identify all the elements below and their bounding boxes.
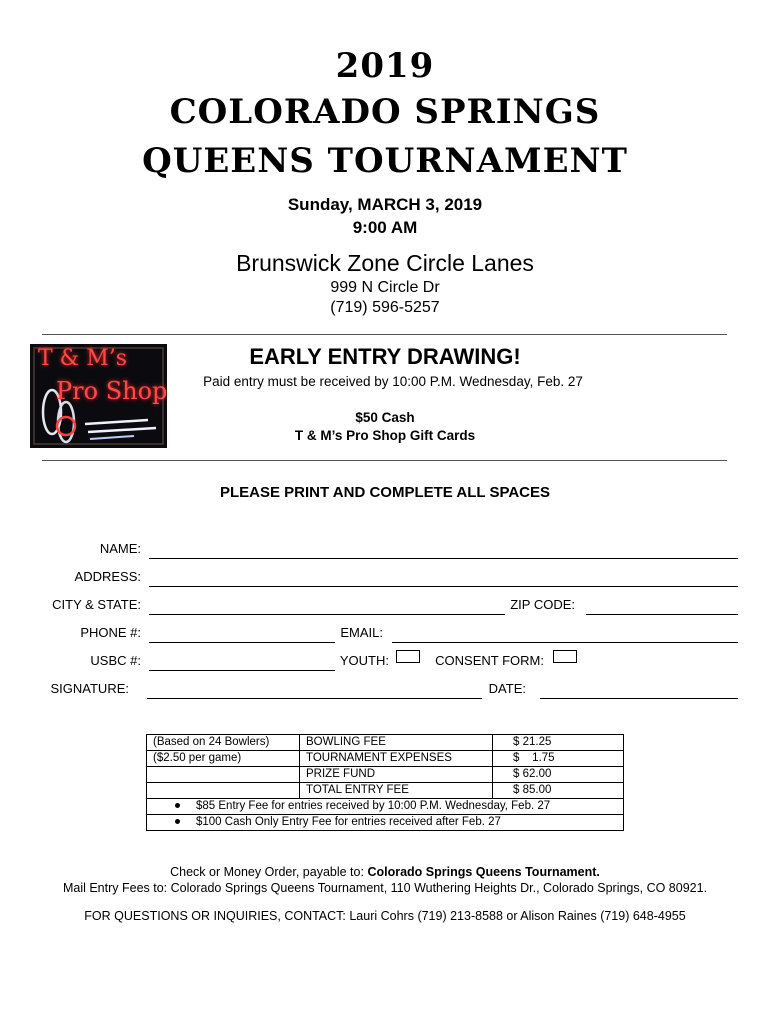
fee-note (147, 767, 300, 783)
usbc-field[interactable] (149, 670, 335, 671)
contact-info: FOR QUESTIONS OR INQUIRIES, CONTACT: Lauri Cohrs (719) 213-8588 or Alison Raines (719) 648-4955 (84, 909, 686, 923)
phone-field[interactable] (149, 642, 335, 643)
logo-text-line1: T & M’s (38, 346, 128, 371)
consent-form-checkbox[interactable] (553, 650, 577, 663)
fee-note: (Based on 24 Bowlers) (147, 735, 300, 751)
divider-bottom (42, 460, 727, 461)
event-date: Sunday, MARCH 3, 2019 (287, 195, 483, 214)
fee-item: PRIZE FUND (300, 767, 493, 783)
venue-name: Brunswick Zone Circle Lanes (236, 250, 534, 276)
fee-amount: $ 21.25 (493, 735, 624, 751)
title-city: COLORADO SPRINGS (169, 92, 601, 132)
address-label: ADDRESS: (74, 569, 141, 584)
city-state-field[interactable] (149, 614, 505, 615)
event-time: 9:00 AM (352, 218, 418, 237)
table-row (147, 735, 624, 751)
fee-table (146, 734, 624, 831)
payment-payee: Colorado Springs Queens Tournament. (367, 865, 600, 879)
fee-bullet (147, 799, 624, 815)
fee-item: BOWLING FEE (300, 735, 493, 751)
zip-code-field[interactable] (586, 614, 738, 615)
table-row (147, 751, 624, 767)
email-label: EMAIL: (340, 625, 383, 640)
usbc-label: USBC #: (90, 653, 141, 668)
divider-top (42, 334, 727, 335)
phone-label: PHONE #: (80, 625, 141, 640)
form-instruction: PLEASE PRINT AND COMPLETE ALL SPACES (219, 484, 551, 501)
date-field[interactable] (540, 698, 738, 699)
signature-field[interactable] (147, 698, 482, 699)
table-row (147, 799, 624, 815)
table-row (147, 767, 624, 783)
venue-address: 999 N Circle Dr (330, 279, 440, 296)
venue-phone: (719) 596-5257 (330, 299, 440, 316)
logo-text-line2: Pro Shop (56, 377, 167, 405)
fee-note (147, 783, 300, 799)
title-year: 2019 (335, 46, 435, 86)
youth-label: YOUTH: (339, 653, 389, 668)
fee-item: TOURNAMENT EXPENSES (300, 751, 493, 767)
prize-cash: $50 Cash (355, 410, 415, 425)
fee-bullet-text: $85 Entry Fee for entries received by 10:00 P.M. Wednesday, Feb. 27 (196, 800, 551, 812)
drawing-heading: EARLY ENTRY DRAWING! (249, 344, 521, 369)
name-field[interactable] (149, 558, 738, 559)
table-row (147, 815, 624, 831)
email-field[interactable] (392, 642, 738, 643)
fee-amount: $ 1.75 (493, 751, 624, 767)
youth-checkbox[interactable] (396, 650, 420, 663)
address-field[interactable] (149, 586, 738, 587)
name-label: NAME: (99, 541, 141, 556)
fee-bullet-text: $100 Cash Only Entry Fee for entries received after Feb. 27 (196, 816, 501, 828)
fee-bullet (147, 815, 624, 831)
fee-amount: $ 85.00 (493, 783, 624, 799)
table-row (147, 783, 624, 799)
bullet-icon (175, 803, 180, 808)
drawing-subtext: Paid entry must be received by 10:00 P.M. Wednesday, Feb. 27 (203, 374, 583, 389)
payment-check (0, 865, 770, 879)
payment-check-prefix: Check or Money Order, payable to: (170, 865, 368, 879)
consent-form-label: CONSENT FORM: (435, 653, 544, 668)
fee-amount: $ 62.00 (493, 767, 624, 783)
bullet-icon (175, 819, 180, 824)
zip-code-label: ZIP CODE: (510, 597, 575, 612)
payment-mail: Mail Entry Fees to: Colorado Springs Queens Tournament, 110 Wuthering Heights Dr., Colorado Springs, CO 80921. (62, 881, 708, 895)
city-state-label: CITY & STATE: (52, 597, 141, 612)
prize-gift-cards: T & M’s Pro Shop Gift Cards (294, 428, 476, 443)
title-tournament: QUEENS TOURNAMENT (142, 141, 628, 181)
signature-label: SIGNATURE: (50, 681, 129, 696)
fee-note: ($2.50 per game) (147, 751, 300, 767)
date-label: DATE: (488, 681, 526, 696)
fee-item: TOTAL ENTRY FEE (300, 783, 493, 799)
